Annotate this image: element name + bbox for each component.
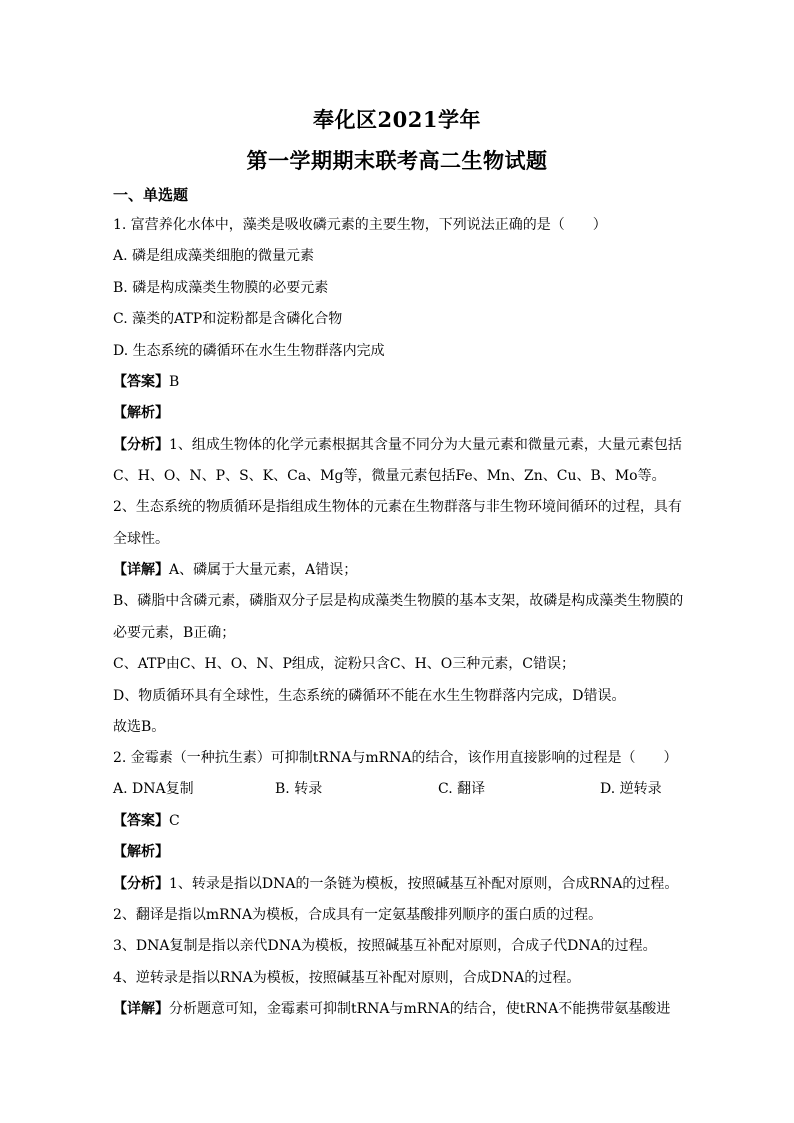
- q2-detail-line: [113, 999, 683, 1019]
- q2-answer: [113, 811, 683, 831]
- document-title-line2: 第一学期期末联考高二生物试题: [246, 148, 548, 173]
- q2-fenxi-line: [113, 874, 683, 894]
- fenxi-text: 1、转录是指以DNA的一条链为模板，按照碱基互补配对原则，合成RNA的过程。: [169, 876, 679, 892]
- analysis-tag: 【解析】: [113, 844, 169, 860]
- q2-option-a: A. DNA复制: [113, 781, 194, 797]
- document-title-line1: 奉化区2021学年: [313, 107, 481, 132]
- fenxi-tag: 【分析】: [113, 876, 169, 892]
- q2-fenxi-line: 2、翻译是指以mRNA为模板，合成具有一定氨基酸排列顺序的蛋白质的过程。: [113, 907, 603, 923]
- q2-analysis-tag: [113, 842, 683, 862]
- q1-detail-line: D、物质循环具有全球性，生态系统的磷循环不能在水生生物群落内完成，D错误。: [113, 688, 626, 704]
- q1-option-a: A. 磷是组成藻类细胞的微量元素: [113, 248, 315, 264]
- q1-option-d: D. 生态系统的磷循环在水生生物群落内完成: [113, 343, 385, 359]
- q1-detail-line: [113, 560, 683, 580]
- q1-fenxi-line: C、H、O、N、P、S、K、Ca、Mg等，微量元素包括Fe、Mn、Zn、Cu、B、Mo等。: [113, 468, 666, 484]
- q1-analysis-tag: [113, 403, 683, 423]
- answer-tag: 【答案】: [113, 813, 169, 829]
- q1-detail-line: 故选B。: [113, 719, 166, 735]
- detail-tag: 【详解】: [113, 562, 169, 578]
- q1-fenxi-line: 2、生态系统的物质循环是指组成生物体的元素在生物群落与非生物环境间循环的过程，具有: [113, 499, 682, 515]
- detail-tag: 【详解】: [113, 1001, 169, 1017]
- q2-option-c: C. 翻译: [438, 781, 486, 797]
- section-heading: 一、单选题: [113, 186, 189, 204]
- answer-value: B: [169, 374, 180, 390]
- q1-answer: [113, 372, 683, 392]
- analysis-tag: 【解析】: [113, 405, 169, 421]
- q1-option-b: B. 磷是构成藻类生物膜的必要元素: [113, 280, 329, 296]
- q1-stem: 1. 富营养化水体中，藻类是吸收磷元素的主要生物，下列说法正确的是（ ）: [113, 217, 607, 233]
- detail-text: A、磷属于大量元素，A错误；: [169, 562, 358, 578]
- q1-detail-line: 必要元素，B正确；: [113, 625, 236, 641]
- q2-fenxi-line: 4、逆转录是指以RNA为模板，按照碱基互补配对原则，合成DNA的过程。: [113, 970, 581, 986]
- q2-option-d: D. 逆转录: [600, 781, 662, 797]
- q1-option-c: C. 藻类的ATP和淀粉都是含磷化合物: [113, 311, 343, 327]
- fenxi-text: 1、组成生物体的化学元素根据其含量不同分为大量元素和微量元素，大量元素包括: [169, 437, 682, 453]
- q2-option-b: B. 转录: [275, 781, 323, 797]
- answer-value: C: [169, 813, 180, 829]
- answer-tag: 【答案】: [113, 374, 169, 390]
- q1-fenxi-line: [113, 435, 683, 455]
- q1-detail-line: C、ATP由C、H、O、N、P组成，淀粉只含C、H、O三种元素，C错误；: [113, 656, 575, 672]
- q1-detail-line: B、磷脂中含磷元素，磷脂双分子层是构成藻类生物膜的基本支架，故磷是构成藻类生物膜的: [113, 593, 684, 609]
- q1-fenxi-line: 全球性。: [113, 531, 169, 547]
- detail-text: 分析题意可知，金霉素可抑制tRNA与mRNA的结合，使tRNA不能携带氨基酸进: [169, 1001, 671, 1017]
- fenxi-tag: 【分析】: [113, 437, 169, 453]
- q2-stem: 2. 金霉素（一种抗生素）可抑制tRNA与mRNA的结合，该作用直接影响的过程是（ ）: [113, 750, 678, 766]
- q2-fenxi-line: 3、DNA复制是指以亲代DNA为模板，按照碱基互补配对原则，合成子代DNA的过程。: [113, 938, 657, 954]
